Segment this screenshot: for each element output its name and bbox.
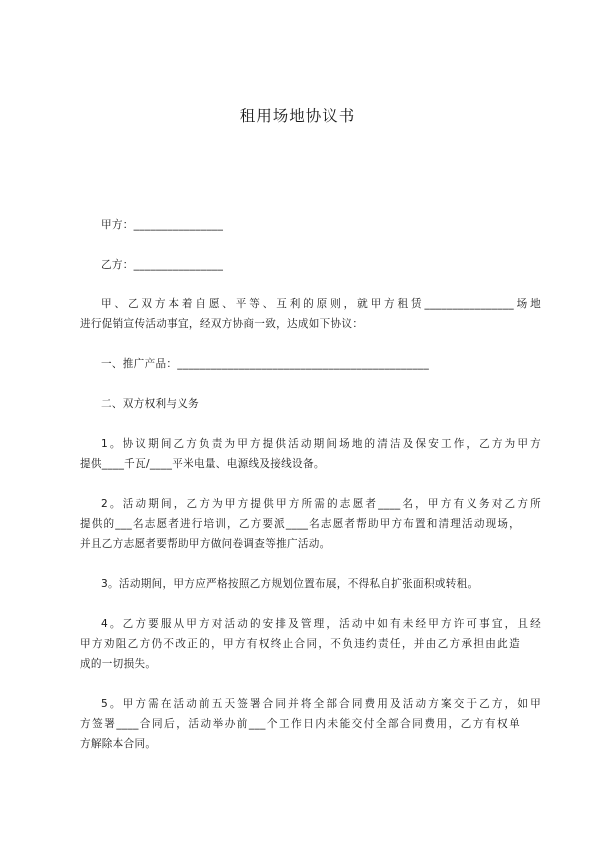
- clause-4-line-1: 4。乙方要服从甲方对活动的安排及管理，活动中如有未经甲方许可事宜，且经: [101, 618, 541, 630]
- section-1-product: 一、推广产品：_____________________________________________: [101, 358, 430, 370]
- clause-1-line-1: 1。协议期间乙方负责为甲方提供活动期间场地的清洁及保安工作，乙方为甲方: [101, 438, 541, 450]
- clause-4-line-2: 甲方劝阻乙方仍不改正的，甲方有权终止合同，不负违约责任，并由乙方承担由此造: [80, 638, 520, 650]
- clause-2-line-2: 提供的___名志愿者进行培训，乙方要派____名志愿者帮助甲方布置和清理活动现场，: [80, 518, 520, 530]
- clause-5-line-3: 方解除本合同。: [80, 738, 157, 750]
- section-2-heading: 二、双方权利与义务: [101, 398, 200, 410]
- clause-2-line-3: 并且乙方志愿者要帮助甲方做问卷调查等推广活动。: [80, 538, 331, 550]
- intro-line-1: 甲、乙双方本着自愿、平等、互利的原则，就甲方租赁________________场地: [101, 298, 541, 310]
- clause-5-line-1: 5。甲方需在活动前五天签署合同并将全部合同费用及活动方案交于乙方，如甲: [101, 698, 541, 710]
- clause-1-line-2: 提供____千瓦/____平米电量、电源线及接线设备。: [80, 458, 325, 470]
- party-a-line: 甲方：________________: [101, 219, 224, 231]
- clause-4-line-3: 成的一切损失。: [80, 658, 157, 670]
- clause-2-line-1: 2。活动期间，乙方为甲方提供甲方所需的志愿者____名，甲方有义务对乙方所: [101, 498, 541, 510]
- document-title: 租用场地协议书: [239, 107, 356, 125]
- party-b-line: 乙方：________________: [101, 259, 224, 271]
- intro-line-2: 进行促销宣传活动事宜，经双方协商一致，达成如下协议：: [80, 318, 364, 330]
- clause-3-line-1: 3。活动期间，甲方应严格按照乙方规划位置布展，不得私自扩张面积或转租。: [101, 578, 479, 590]
- clause-5-line-2: 方签署____合同后，活动举办前___个工作日内未能交付全部合同费用，乙方有权单: [80, 718, 520, 730]
